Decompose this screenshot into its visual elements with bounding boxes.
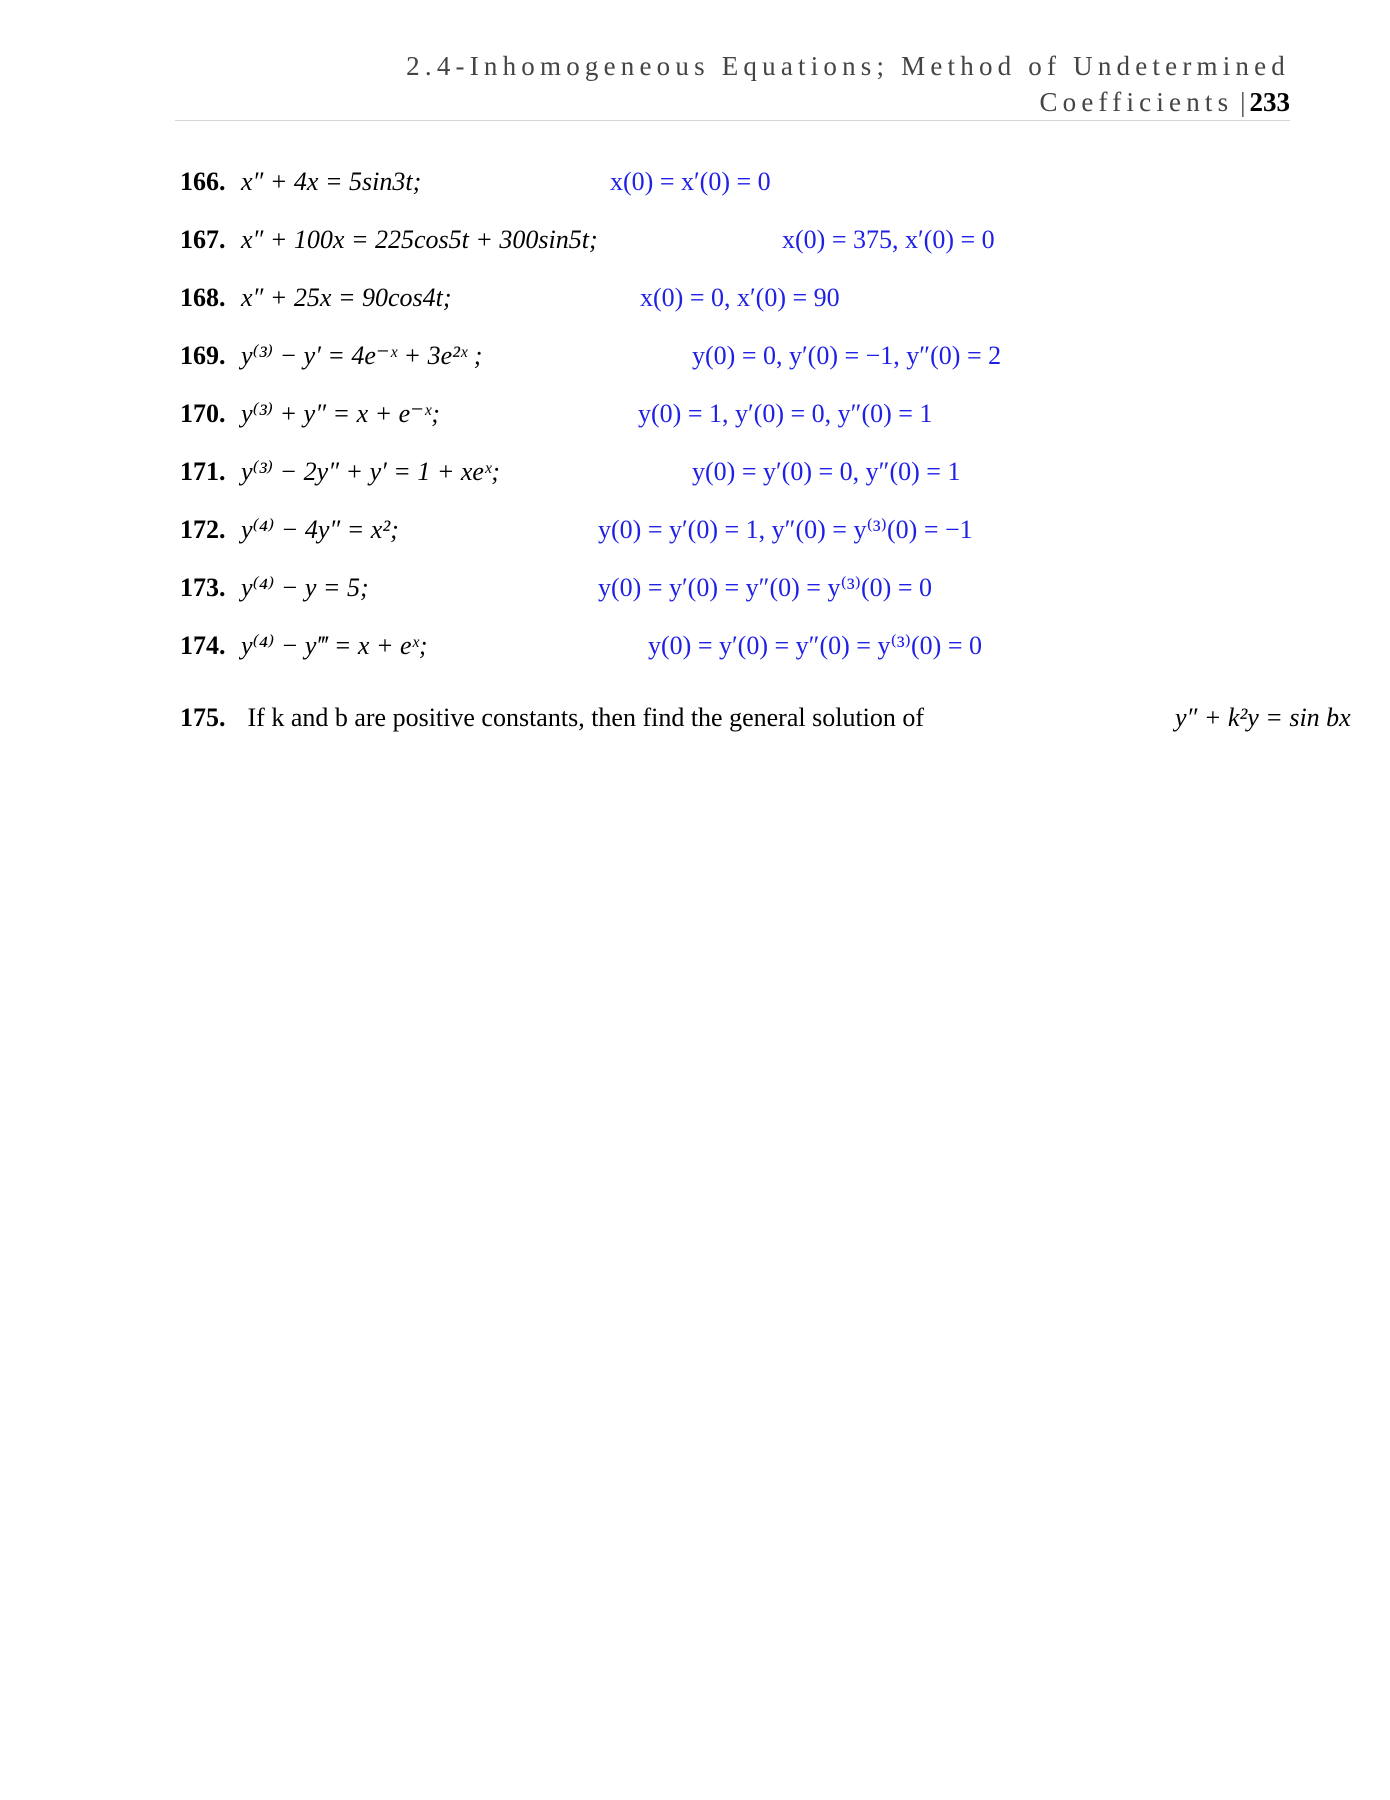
initial-conditions: y(0) = 0, y′(0) = −1, y″(0) = 2 [692,341,1002,370]
initial-conditions: x(0) = 0, x′(0) = 90 [640,283,840,312]
problem-number: 175. [180,703,226,732]
problem-row [180,510,1290,550]
problem-row [180,394,1290,434]
initial-conditions: y(0) = y′(0) = 1, y″(0) = y⁽³⁾(0) = −1 [598,515,973,544]
problem-number: 166. [180,167,226,196]
problem-equation: y″ + k²y = sin bx [1175,703,1351,732]
problem-number: 170. [180,399,226,428]
problem-number: 173. [180,573,226,602]
problem-row [180,220,1290,260]
problem-text: If k and b are positive constants, then find the general solution of [247,703,925,732]
problem-equation: y⁽³⁾ − y′ = 4e⁻ˣ + 3e²ˣ ; [241,341,483,370]
section-title: 2.4-Inhomogeneous Equations; Method of Undetermined [406,51,1290,81]
problem-equation: y⁽⁴⁾ − y‴ = x + eˣ; [241,631,428,660]
problem-equation: y⁽³⁾ − 2y″ + y′ = 1 + xeˣ; [241,457,500,486]
problem-equation: x″ + 4x = 5sin3t; [241,167,422,196]
section-title-line2: Coefficients [1039,87,1234,117]
initial-conditions: y(0) = y′(0) = y″(0) = y⁽³⁾(0) = 0 [648,631,983,660]
header-separator: | [1240,87,1246,117]
problem-number: 174. [180,631,226,660]
page-number: 233 [1249,87,1290,117]
problem-number: 171. [180,457,226,486]
problem-row [180,452,1290,492]
initial-conditions: x(0) = x′(0) = 0 [610,167,771,196]
problem-row [180,626,1290,666]
problem-equation: y⁽⁴⁾ − y = 5; [241,573,369,602]
problem-row [180,568,1290,608]
initial-conditions: y(0) = 1, y′(0) = 0, y″(0) = 1 [638,399,933,428]
problem-number: 172. [180,515,226,544]
problem-row [180,162,1290,202]
problem-175 [180,698,1351,738]
problem-equation: y⁽³⁾ + y″ = x + e⁻ˣ; [241,399,440,428]
initial-conditions: y(0) = y′(0) = y″(0) = y⁽³⁾(0) = 0 [598,573,933,602]
problem-number: 168. [180,283,226,312]
problem-equation: x″ + 100x = 225cos5t + 300sin5t; [241,225,598,254]
problem-equation: y⁽⁴⁾ − 4y″ = x²; [241,515,399,544]
initial-conditions: y(0) = y′(0) = 0, y″(0) = 1 [692,457,961,486]
problem-row [180,278,1290,318]
initial-conditions: x(0) = 375, x′(0) = 0 [782,225,995,254]
page-header [175,48,1290,121]
problem-number: 167. [180,225,226,254]
problem-number: 169. [180,341,226,370]
section-title-continued [175,84,1290,120]
problem-row [180,336,1290,376]
problem-equation: x″ + 25x = 90cos4t; [241,283,452,312]
